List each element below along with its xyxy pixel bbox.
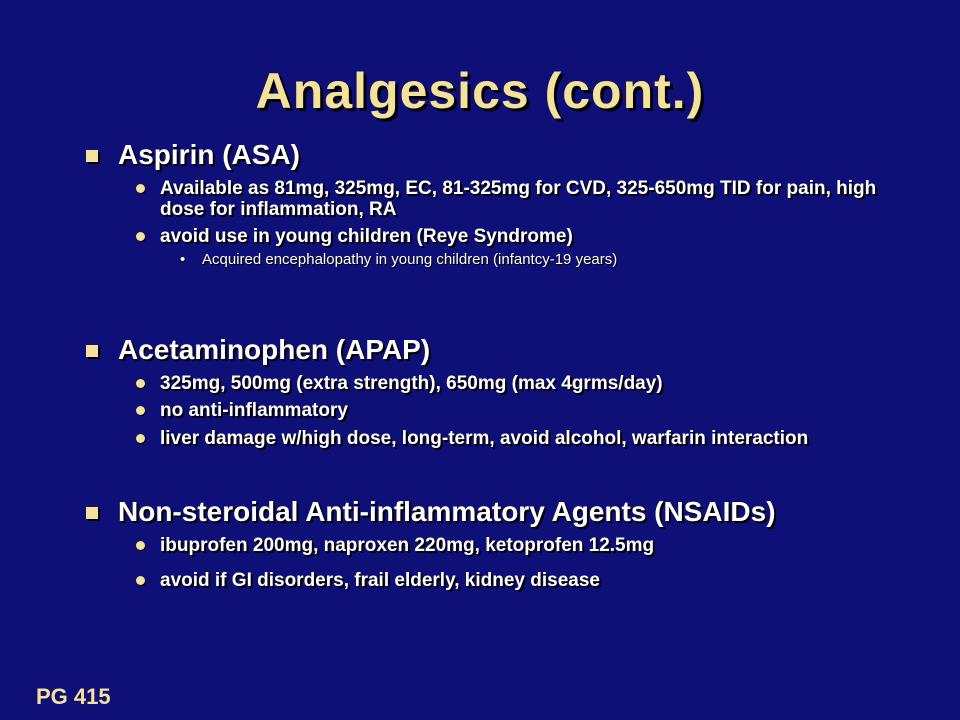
list-item-text: liver damage w/high dose, long-term, avoid alcohol, warfarin interaction — [160, 428, 809, 449]
list-item-text: Available as 81mg, 325mg, EC, 81-325mg for CVD, 325-650mg TID for pain, high dose for inflammation, RA — [160, 178, 877, 220]
heading-aspirin — [84, 138, 914, 172]
slide-title: Analgesics (cont.) — [255, 63, 705, 119]
heading-text: Acetaminophen (APAP) — [118, 334, 431, 365]
round-bullet-icon — [136, 576, 145, 585]
list-item — [84, 226, 914, 247]
list-item-text: ibuprofen 200mg, naproxen 220mg, ketoprofen 12.5mg — [160, 535, 655, 556]
round-bullet-icon — [136, 434, 145, 443]
list-item — [84, 400, 914, 421]
list-item — [84, 535, 914, 556]
heading-nsaids — [84, 495, 914, 529]
list-item — [84, 570, 914, 591]
heading-acetaminophen — [84, 333, 914, 367]
dot-bullet-icon: • — [180, 251, 186, 268]
list-item — [84, 373, 914, 394]
list-item — [84, 423, 914, 455]
list-item-text: 325mg, 500mg (extra strength), 650mg (max 4grms/day) — [160, 373, 663, 394]
round-bullet-icon — [136, 379, 145, 388]
square-bullet-icon — [86, 507, 98, 519]
round-bullet-icon — [136, 184, 145, 193]
list-item-text: avoid if GI disorders, frail elderly, kidney disease — [160, 570, 600, 591]
round-bullet-icon — [136, 232, 145, 241]
round-bullet-icon — [136, 406, 145, 415]
section-nsaids — [84, 495, 914, 591]
round-bullet-icon — [136, 541, 145, 550]
section-aspirin — [84, 138, 914, 269]
heading-text: Aspirin (ASA) — [118, 139, 300, 170]
sub-list-item-text: Acquired encephalopathy in young children (infantcy-19 years) — [202, 251, 618, 268]
square-bullet-icon — [86, 345, 98, 357]
list-item — [84, 178, 914, 220]
list-item-text: no anti-inflammatory — [160, 400, 348, 421]
section-acetaminophen — [84, 333, 914, 455]
list-item-text: avoid use in young children (Reye Syndrome) — [160, 226, 573, 247]
page-reference: PG 415 — [36, 684, 111, 709]
slide-content — [84, 138, 914, 591]
square-bullet-icon — [86, 150, 98, 162]
sub-list-item — [84, 251, 914, 269]
heading-text: Non-steroidal Anti-inflammatory Agents (NSAIDs) — [118, 496, 776, 527]
